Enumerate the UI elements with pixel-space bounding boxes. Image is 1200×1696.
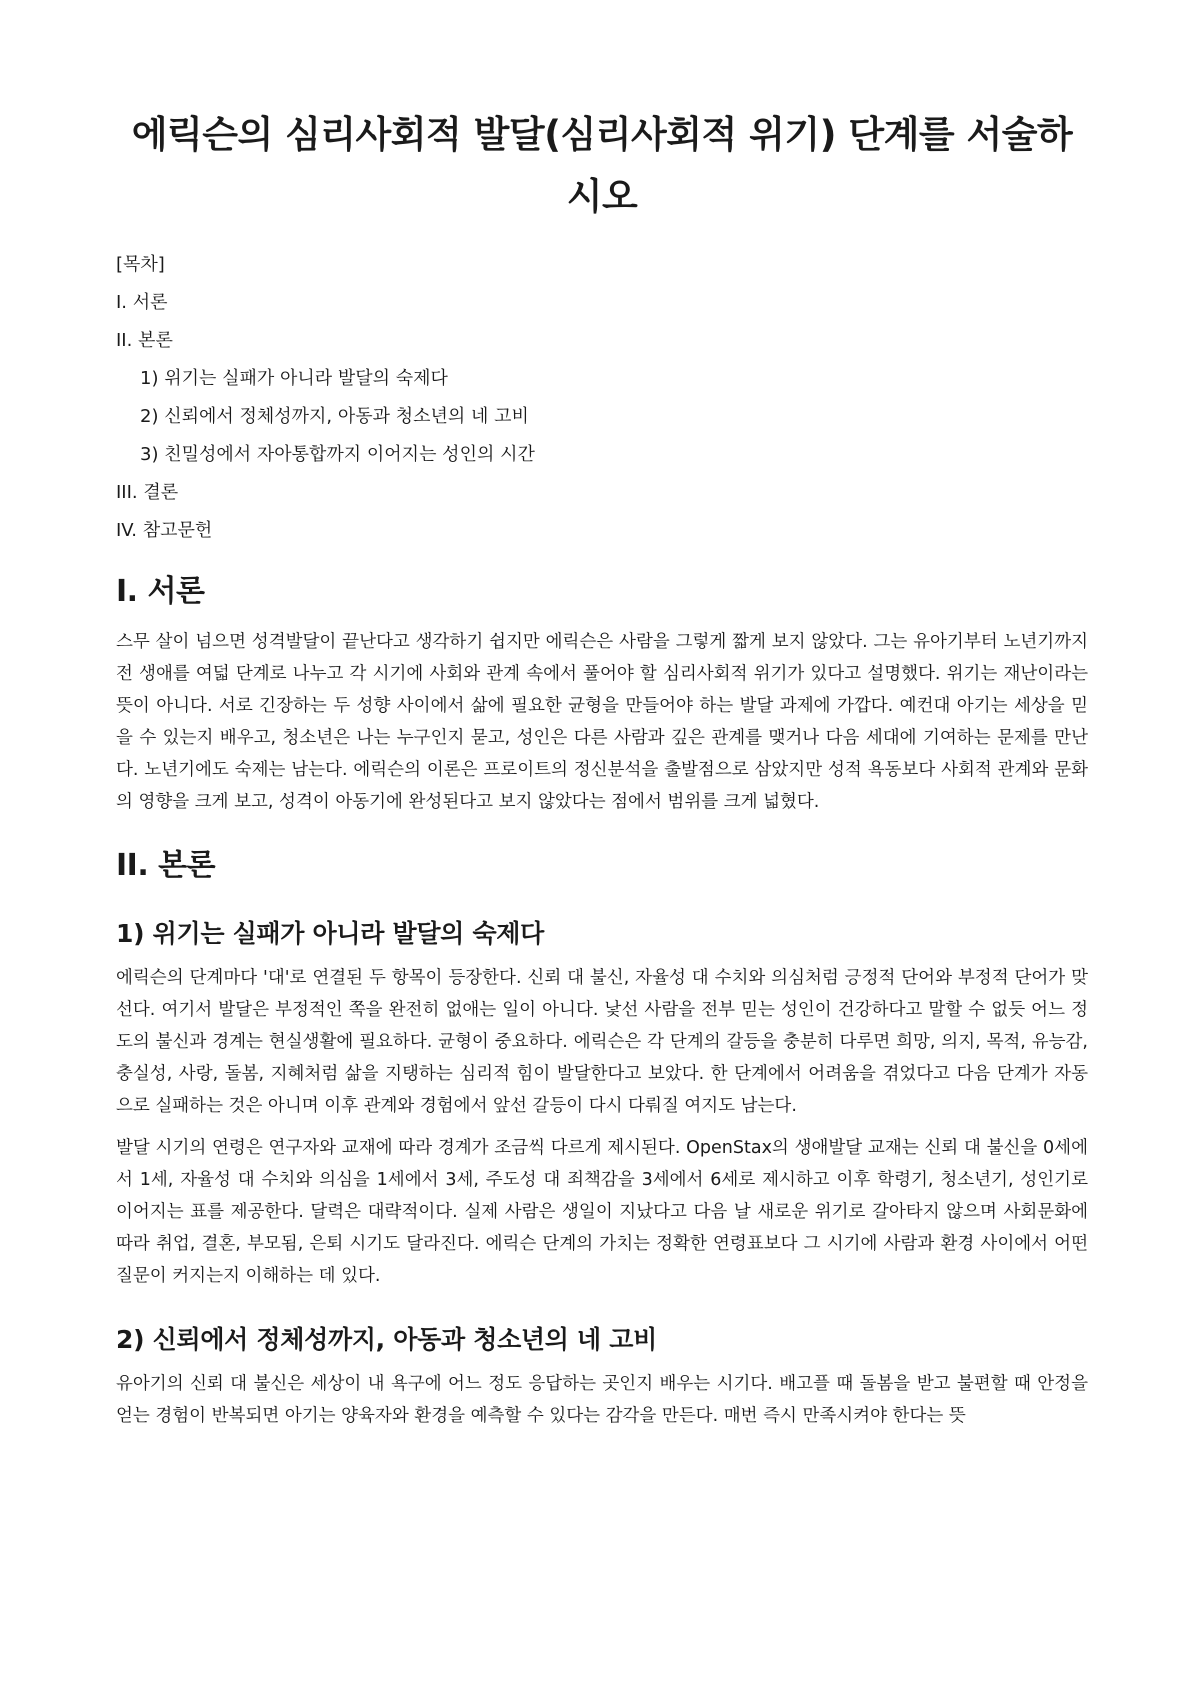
- document-title: 에릭슨의 심리사회적 발달(심리사회적 위기) 단계를 서술하시오: [131, 113, 1073, 218]
- toc-item-intro: I. 서론: [116, 292, 168, 313]
- toc-item-body: II. 본론: [116, 330, 173, 351]
- toc-heading: [목차]: [116, 254, 165, 275]
- toc-item-references: IV. 참고문헌: [116, 520, 213, 541]
- intro-paragraph: 스무 살이 넘으면 성격발달이 끝난다고 생각하기 쉽지만 에릭슨은 사람을 그렇게 짧게 보지 않았다. 그는 유아기부터 노년기까지 전 생애를 여덟 단계로 나누고 각 시기에 사회와 관계 속에서 풀어야 할 심리사회적 위기가 있다고 설명했다. 위기는 재난이라는 뜻이 아니다. 서로 긴장하는 두 성향 사이에서 삶에 필요한 균형을 만들어야 하는 발달 과제에 가깝다. 예컨대 아기는 세상을 믿을 수 있는지 배우고, 청소년은 나는 누구인지 묻고, 성인은 다른 사람과 깊은 관계를 맺거나 다음 세대에 기여하는 문제를 만난다. 노년기에도 숙제는 남는다. 에릭슨의 이론은 프로이트의 정신분석을 출발점으로 삼았지만 성적 욕동보다 사회적 관계와 문화의 영향을 크게 보고, 성격이 아동기에 완성된다고 보지 않았다는 점에서 범위를 크게 넓혔다.: [116, 632, 1088, 812]
- body-1-paragraph-2: 발달 시기의 연령은 연구자와 교재에 따라 경계가 조금씩 다르게 제시된다. OpenStax의 생애발달 교재는 신뢰 대 불신을 0세에서 1세, 자율성 대 수치와 의심을 1세에서 3세, 주도성 대 죄책감을 3세에서 6세로 제시하고 이후 학령기, 청소년기, 성인기로 이어지는 표를 제공한다. 달력은 대략적이다. 실제 사람은 생일이 지났다고 다음 날 새로운 위기로 갈아타지 않으며 사회문화에 따라 취업, 결혼, 부모됨, 은퇴 시기도 달라진다. 에릭슨 단계의 가치는 정확한 연령표보다 그 시기에 사람과 환경 사이에서 어떤 질문이 커지는지 이해하는 데 있다.: [116, 1138, 1088, 1286]
- subsection-heading-2: 2) 신뢰에서 정체성까지, 아동과 청소년의 네 고비: [116, 1325, 657, 1354]
- body-1-paragraph-1: 에릭슨의 단계마다 '대'로 연결된 두 항목이 등장한다. 신뢰 대 불신, 자율성 대 수치와 의심처럼 긍정적 단어와 부정적 단어가 맞선다. 여기서 발달은 부정적인 쪽을 완전히 없애는 일이 아니다. 낯선 사람을 전부 믿는 성인이 건강하다고 말할 수 없듯 어느 정도의 불신과 경계는 현실생활에 필요하다. 균형이 중요하다. 에릭슨은 각 단계의 갈등을 충분히 다루면 희망, 의지, 목적, 유능감, 충실성, 사랑, 돌봄, 지혜처럼 삶을 지탱하는 심리적 힘이 발달한다고 보았다. 한 단계에서 어려움을 겪었다고 다음 단계가 자동으로 실패하는 것은 아니며 이후 관계와 경험에서 앞선 갈등이 다시 다뤄질 여지도 남는다.: [116, 968, 1088, 1116]
- toc-item-conclusion: III. 결론: [116, 482, 179, 503]
- table-of-contents: [116, 252, 1088, 544]
- toc-item-body-2: 2) 신뢰에서 정체성까지, 아동과 청소년의 네 고비: [140, 406, 529, 427]
- section-heading-body: II. 본론: [116, 848, 216, 883]
- subsection-heading-1: 1) 위기는 실패가 아니라 발달의 숙제다: [116, 919, 544, 948]
- section-body: [116, 846, 1088, 1432]
- section-heading-intro: I. 서론: [116, 574, 205, 609]
- toc-item-body-1: 1) 위기는 실패가 아니라 발달의 숙제다: [140, 368, 448, 389]
- body-2-paragraph-1: 유아기의 신뢰 대 불신은 세상이 내 욕구에 어느 정도 응답하는 곳인지 배우는 시기다. 배고플 때 돌봄을 받고 불편할 때 안정을 얻는 경험이 반복되면 아기는 양육자와 환경을 예측할 수 있다는 감각을 만든다. 매번 즉시 만족시켜야 한다는 뜻: [116, 1374, 1088, 1426]
- toc-item-body-3: 3) 친밀성에서 자아통합까지 이어지는 성인의 시간: [140, 444, 535, 465]
- document-page: [116, 104, 1088, 1442]
- section-intro: [116, 572, 1088, 818]
